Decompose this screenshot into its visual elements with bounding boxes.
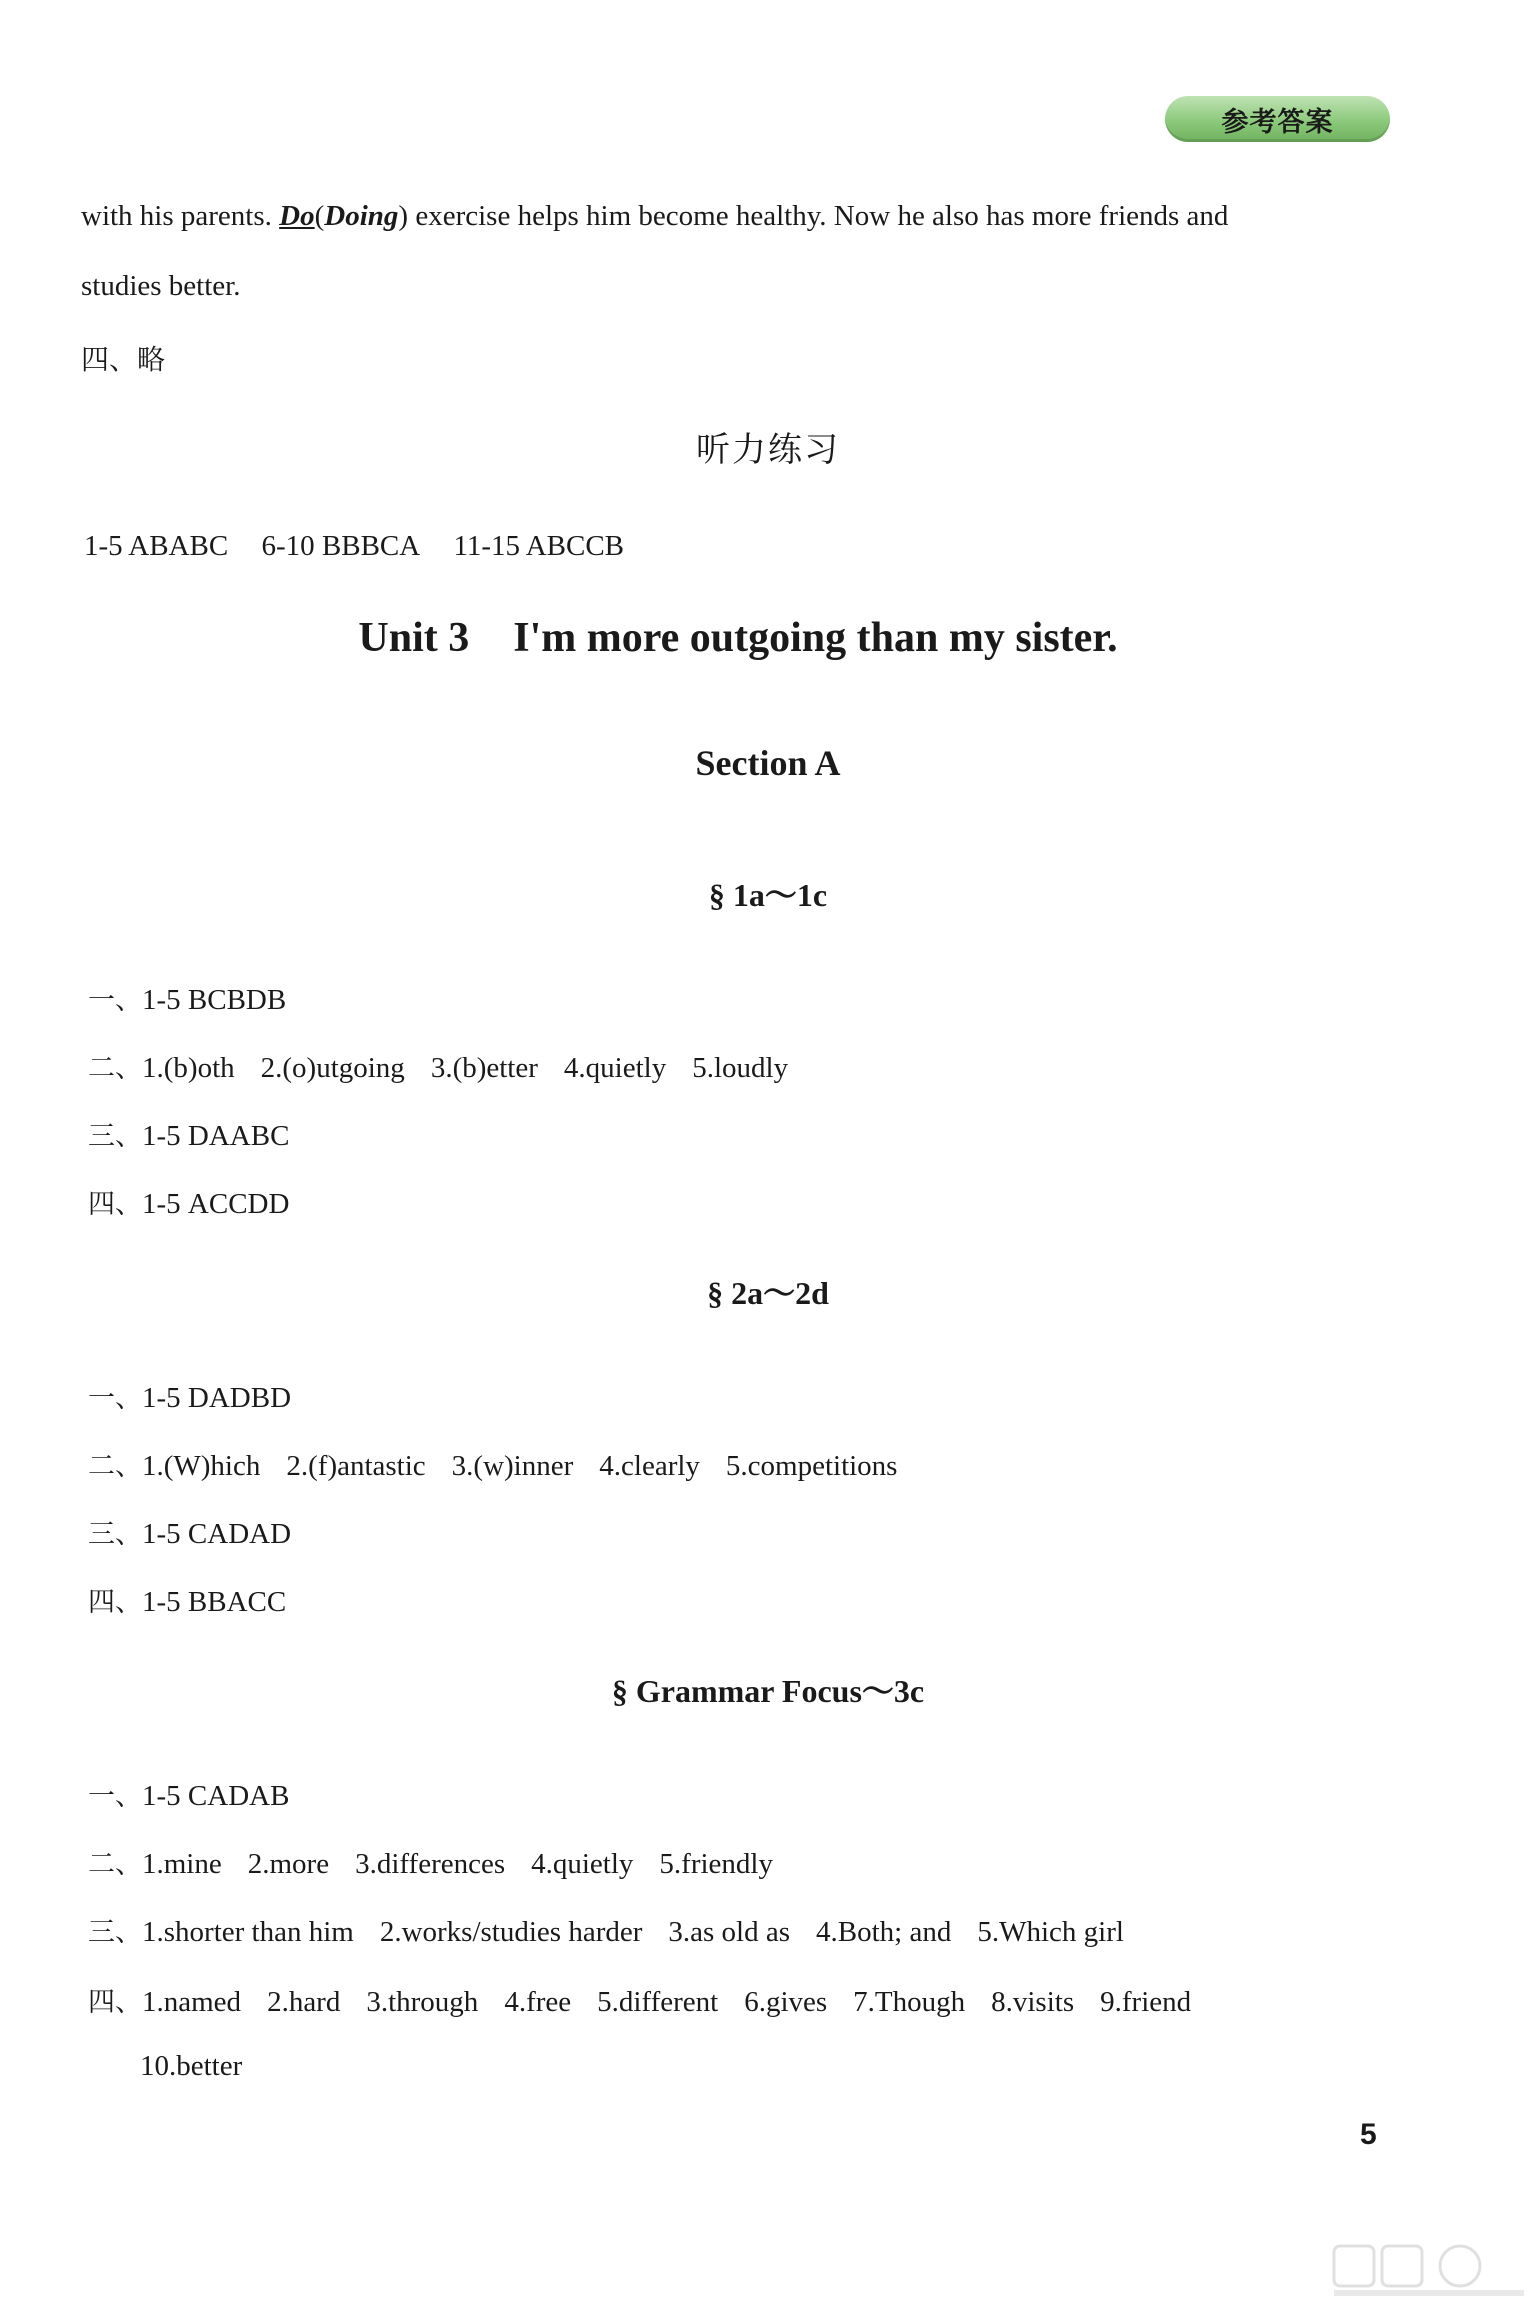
watermark-logo [1330, 2240, 1530, 2300]
answer-row-label: 一、 [88, 1383, 142, 1414]
answer-item: 6.gives [744, 1986, 828, 2018]
answer-item: 3.(b)etter [430, 1052, 538, 1084]
answer-row [88, 978, 286, 1017]
paren-open: ( [314, 200, 325, 232]
answer-row [88, 1980, 1191, 2019]
unit-title: I'm more outgoing than my sister. [513, 615, 1118, 661]
answer-item: 2.hard [267, 1986, 341, 2018]
answer-row-label: 三、 [88, 1917, 142, 1948]
answer-item: 5.loudly [692, 1052, 789, 1084]
answer-item: 10.better [140, 2050, 243, 2082]
intro-line-2: studies better. [81, 270, 241, 302]
answer-row-label: 二、 [88, 1053, 142, 1084]
answer-row [88, 1114, 289, 1153]
answer-item: 4.quietly [531, 1848, 634, 1880]
answer-item: 4.free [504, 1986, 572, 2018]
answer-row-label: 三、 [88, 1121, 142, 1152]
section-title: Section A [695, 743, 841, 783]
answer-item: 5.different [597, 1986, 719, 2018]
answer-item: 5.Which girl [977, 1916, 1124, 1948]
answer-item: 9.friend [1100, 1986, 1192, 2018]
answer-item: 1-5 BCBDB [142, 984, 287, 1016]
subsection-heading: § Grammar Focus～3c [611, 1673, 925, 1709]
answer-row-label: 一、 [88, 1781, 142, 1812]
answer-row-label: 三、 [88, 1519, 142, 1550]
intro-line-3: 四、略 [81, 343, 166, 376]
page-number: 5 [1360, 2118, 1377, 2151]
answer-item: 1-5 CADAD [142, 1518, 292, 1550]
subsection-heading: § 1a～1c [708, 877, 828, 913]
answer-item: 1-5 DADBD [142, 1382, 292, 1414]
answer-row-label: 四、 [88, 1587, 142, 1618]
answer-item: 2.works/studies harder [379, 1916, 643, 1948]
answer-item: 8.visits [991, 1986, 1075, 2018]
answer-item: 2.more [247, 1848, 330, 1880]
answer-item: 1.shorter than him [142, 1916, 354, 1948]
answer-row [88, 1444, 897, 1483]
answer-item: 4.Both; and [816, 1916, 952, 1948]
answer-item: 2.(o)utgoing [260, 1052, 405, 1084]
answer-row [88, 1774, 289, 1813]
answer-item: 3.through [366, 1986, 479, 2018]
answer-item: 1-5 DAABC [142, 1120, 290, 1152]
subsection-heading: § 2a～2d [707, 1275, 829, 1311]
answer-row [88, 1512, 291, 1551]
intro-line-1-pre: with his parents. [81, 200, 280, 232]
listening-answer: 1-5 ABABC [84, 530, 229, 562]
answer-item: 1.(W)hich [142, 1450, 261, 1482]
answer-item: 1.mine [142, 1848, 222, 1880]
answer-row [88, 1580, 286, 1619]
answer-row-label: 四、 [88, 1987, 142, 2018]
answer-doing: Doing [324, 200, 399, 232]
answer-row-label: 四、 [88, 1189, 142, 1220]
answer-item: 2.(f)antastic [286, 1450, 426, 1482]
answer-item: 7.Though [853, 1986, 966, 2018]
answer-row [88, 1182, 289, 1221]
answer-item: 1-5 ACCDD [142, 1188, 290, 1220]
listening-answer: 11-15 ABCCB [453, 530, 625, 562]
answer-row [88, 1376, 291, 1415]
answer-item: 3.(w)inner [451, 1450, 574, 1482]
listening-title: 听力练习 [696, 430, 840, 470]
answer-item: 1.(b)oth [142, 1052, 235, 1084]
answer-key-badge: 参考答案 [1165, 96, 1390, 142]
answer-item: 1.named [142, 1986, 242, 2018]
intro-line-1 [81, 200, 1228, 233]
unit-heading [0, 614, 1536, 662]
answer-item: 5.friendly [659, 1848, 773, 1880]
answer-row-label: 二、 [88, 1849, 142, 1880]
listening-answer: 6-10 BBBCA [261, 530, 421, 562]
answer-row [88, 1046, 788, 1085]
answer-row [88, 1910, 1124, 1949]
listening-answers [84, 530, 624, 563]
answer-item: 4.quietly [563, 1052, 667, 1084]
unit-label: Unit 3 [358, 615, 470, 661]
answer-item: 1-5 BBACC [142, 1586, 287, 1618]
intro-line-1-post: exercise helps him become healthy. Now he also has more friends and [408, 200, 1229, 232]
answer-row-label: 一、 [88, 985, 142, 1016]
answer-row-label: 二、 [88, 1451, 142, 1482]
answer-item: 3.as old as [668, 1916, 791, 1948]
answer-row [140, 2050, 242, 2083]
answer-item: 3.differences [355, 1848, 506, 1880]
answer-do: Do [279, 200, 315, 232]
answer-row [88, 1842, 773, 1881]
answer-item: 4.clearly [599, 1450, 700, 1482]
answer-item: 1-5 CADAB [142, 1780, 290, 1812]
answer-item: 5.competitions [725, 1450, 898, 1482]
paren-close: ) [398, 200, 409, 232]
